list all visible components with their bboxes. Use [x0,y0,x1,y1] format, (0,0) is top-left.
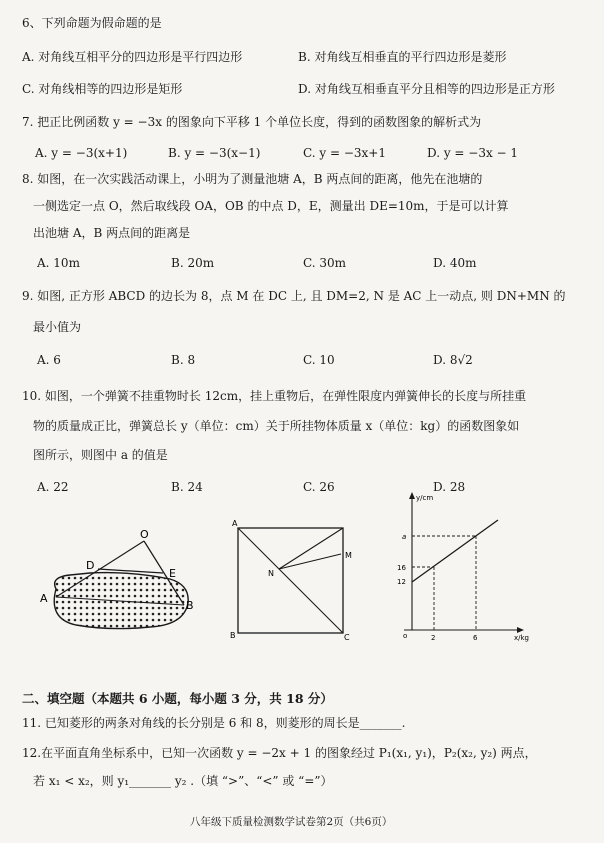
q12-line-2: 若 x₁ < x₂，则 y₁_______ y₂ .（填 “>”、“<” 或 “=”） [33,774,333,788]
label-n: N [268,569,274,578]
q6-option-b: B. 对角线互相垂直的平行四边形是菱形 [298,50,507,64]
q8-option-b: B. 20m [171,256,215,270]
section-2-heading: 二、填空题（本题共 6 小题，每小题 3 分，共 18 分） [22,691,333,706]
q10-line-3: 图所示，则图中 a 的值是 [33,448,168,462]
x-axis-arrow [517,627,524,633]
q7-stem: 7. 把正比例函数 y = −3x 的图象向下平移 1 个单位长度，得到的函数图象的解析式为 [22,115,482,129]
q12-line-1: 12.在平面直角坐标系中，已知一次函数 y = −2x + 1 的图象经过 P₁(x₁, y₁)，P₂(x₂, y₂) 两点， [22,746,537,760]
q10-line-2: 物的质量成正比，弹簧总长 y（单位：cm）关于所挂物体质量 x（单位：kg）的函数图象如 [33,419,520,433]
q7-option-c: C. y = −3x+1 [303,146,386,160]
pond-figure [30,527,210,642]
function-line [412,520,498,582]
q8-option-d: D. 40m [433,256,477,270]
label-b: B [186,599,194,612]
q8-line-2: 一侧选定一点 O，然后取线段 OA，OB 的中点 D，E，测量出 DE=10m，于是可以计算 [33,199,509,213]
x-axis-label: x/kg [514,634,529,642]
q10-option-a: A. 22 [37,480,69,494]
q10-option-b: B. 24 [171,480,203,494]
q6-option-d: D. 对角线互相垂直平分且相等的四边形是正方形 [298,82,555,96]
spring-graph [392,490,542,645]
q9-option-a: A. 6 [37,353,61,367]
origin-label: o [403,632,408,640]
y-axis-arrow [409,492,415,499]
q9-option-d: D. 8√2 [433,353,473,367]
q7-option-b: B. y = −3(x−1) [168,146,261,160]
y-tick-a: a [402,533,407,541]
q8-option-a: A. 10m [37,256,80,270]
square-figure [228,518,363,643]
q9-option-b: B. 8 [171,353,196,367]
x-tick-6: 6 [473,634,478,642]
q6-option-a: A. 对角线互相平分的四边形是平行四边形 [22,50,243,64]
q7-option-d: D. y = −3x − 1 [427,146,519,160]
label-c: C [344,633,350,642]
q8-line-3: 出池塘 A，B 两点间的距离是 [33,226,191,240]
segment-dn [279,528,343,569]
y-tick-16: 16 [397,564,406,572]
q9-line-2: 最小值为 [33,320,82,334]
segment-mn [279,554,341,569]
q10-option-c: C. 26 [303,480,335,494]
diagonal-ac [238,528,343,633]
q8-option-c: C. 30m [303,256,347,270]
q10-option-d: D. 28 [433,480,466,494]
label-e: E [169,567,176,580]
label-a: A [40,592,48,605]
q9-option-c: C. 10 [303,353,335,367]
q6-stem: 6、下列命题为假命题的是 [22,16,162,30]
q10-line-1: 10. 如图，一个弹簧不挂重物时长 12cm，挂上重物后，在弹性限度内弹簧伸长的长度与所挂重 [22,389,527,403]
y-axis-label: y/cm [416,494,434,502]
q6-option-c: C. 对角线相等的四边形是矩形 [22,82,183,96]
label-m: M [345,551,352,560]
page-footer: 八年级下质量检测数学试卷第2页（共6页） [190,816,393,828]
label-b: B [230,631,236,640]
q7-option-a: A. y = −3(x+1) [35,146,128,160]
q8-line-1: 8. 如图，在一次实践活动课上，小明为了测量池塘 A，B 两点间的距离，他先在池塘的 [22,172,483,186]
q9-line-1: 9. 如图, 正方形 ABCD 的边长为 8，点 M 在 DC 上, 且 DM=2, N 是 AC 上一动点, 则 DN+MN 的 [22,289,566,303]
y-tick-12: 12 [397,578,406,586]
label-o: O [140,528,149,541]
q11-text: 11. 已知菱形的两条对角线的长分别是 6 和 8，则菱形的周长是_______. [22,716,406,730]
label-a: A [232,519,238,528]
x-tick-2: 2 [431,634,436,642]
label-d: D [86,559,95,572]
